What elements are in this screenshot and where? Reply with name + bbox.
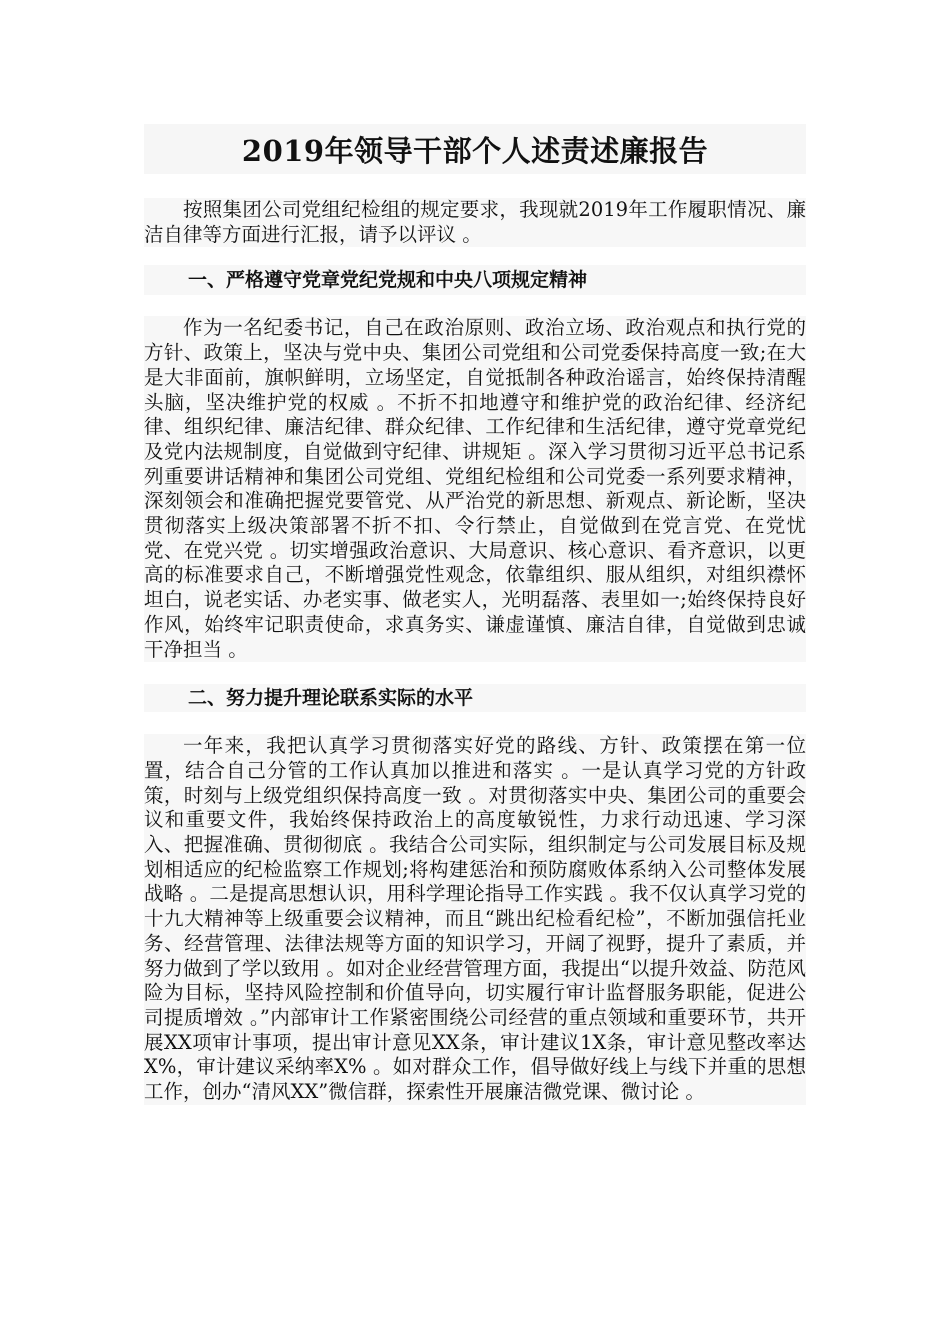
- section-heading-2: 二、努力提升理论联系实际的水平: [144, 684, 806, 712]
- document-page: [144, 124, 806, 1105]
- title-band: [144, 124, 806, 174]
- document-title: 2019年领导干部个人述责述廉报告: [241, 133, 709, 168]
- section-body-1: 作为一名纪委书记，自己在政治原则、政治立场、政治观点和执行党的方针、政策上，坚决与党中央、集团公司党组和公司党委保持高度一致;在大是大非面前，旗帜鲜明，立场坚定，自觉抵制各种政治谣言，始终保持清醒头脑，坚决维护党的权威 。不折不扣地遵守和维护党的政治纪律、经济纪律、组织纪律、廉洁纪律、群众纪律、工作纪律和生活纪律，遵守党章党纪及党内法规制度，自觉做到守纪律、讲规矩 。深入学习贯彻习近平总书记系列重要讲话精神和集团公司党组、党组纪检组和公司党委一系列要求精神，深刻领会和准确把握党要管党、从严治党的新思想、新观点、新论断，坚决贯彻落实上级决策部署不折不扣、令行禁止，自觉做到在党言党、在党忧党、在党兴党 。切实增强政治意识、大局意识、核心意识、看齐意识，以更高的标准要求自己，不断增强党性观念，依靠组织、服从组织，对组织襟怀坦白，说老实话、办老实事、做老实人，光明磊落、表里如一;始终保持良好作风，始终牢记职责使命，求真务实、谦虚谨慎、廉洁自律，自觉做到忠诚干净担当 。: [144, 316, 806, 661]
- intro-paragraph: 按照集团公司党组纪检组的规定要求，我现就2019年工作履职情况、廉洁自律等方面进行汇报，请予以评议 。: [144, 198, 806, 246]
- section-body-2: 一年来，我把认真学习贯彻落实好党的路线、方针、政策摆在第一位置，结合自己分管的工作认真加以推进和落实 。一是认真学习党的方针政策，时刻与上级党组织保持高度一致 。对贯彻落实中央、集团公司的重要会议和重要文件，我始终保持政治上的高度敏锐性，力求行动迅速、学习深入、把握准确、贯彻彻底 。我结合公司实际，组织制定与公司发展目标及规划相适应的纪检监察工作规划;将构建惩治和预防腐败体系纳入公司整体发展战略 。二是提高思想认识，用科学理论指导工作实践 。我不仅认真学习党的十九大精神等上级重要会议精神，而且“跳出纪检看纪检”，不断加强信托业务、经营管理、法律法规等方面的知识学习，开阔了视野，提升了素质，并努力做到了学以致用 。如对企业经营管理方面，我提出“以提升效益、防范风险为目标，坚持风险控制和价值导向，切实履行审计监督服务职能，促进公司提质增效 。”内部审计工作紧密围绕公司经营的重点领域和重要环节，共开展XX项审计事项，提出审计意见XX条，审计建议1X条，审计意见整改率达X%，审计建议采纳率X% 。如对群众工作，倡导做好线上与线下并重的思想工作，创办“清风XX”微信群，探索性开展廉洁微党课、微讨论 。: [144, 734, 806, 1104]
- section-heading-1: 一、严格遵守党章党纪党规和中央八项规定精神: [144, 265, 806, 295]
